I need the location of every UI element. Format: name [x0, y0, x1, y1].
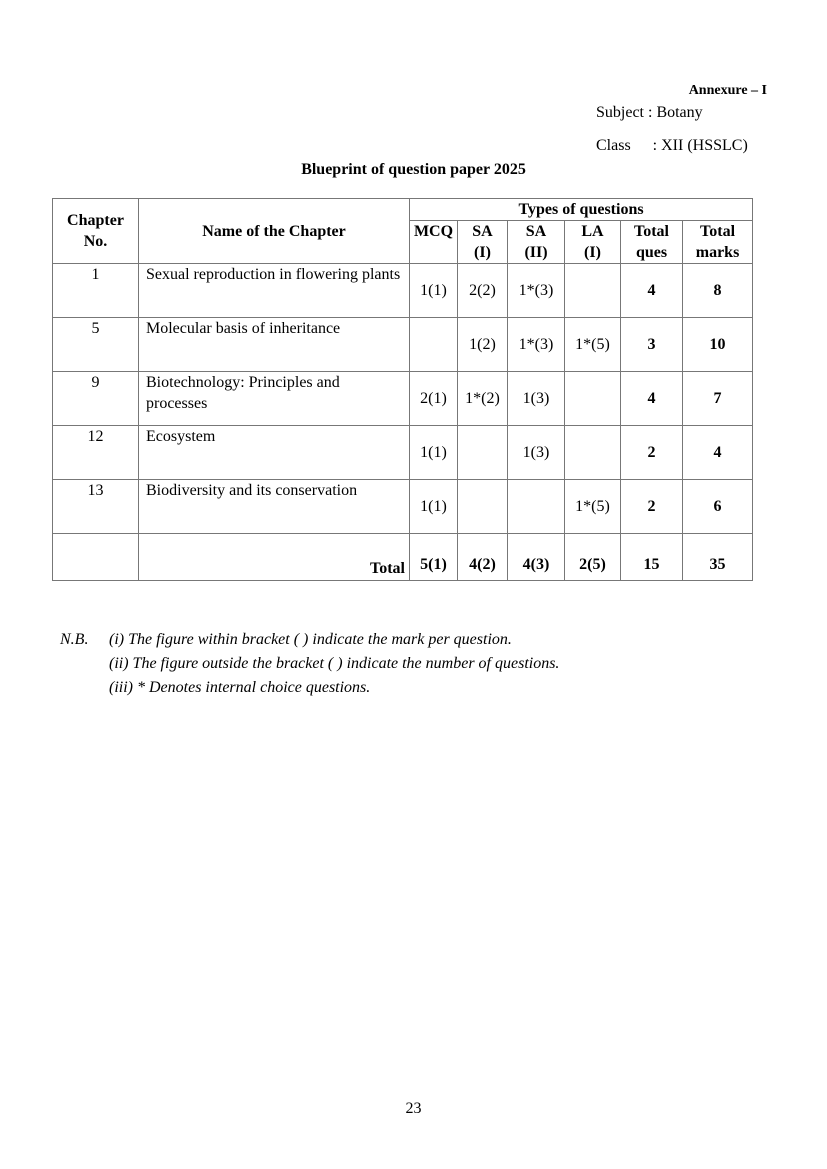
mcq-cell: 2(1) — [410, 372, 458, 426]
note-text: (ii) The figure outside the bracket ( ) indicate the number of questions. — [109, 655, 560, 672]
chapter-name-cell: Biotechnology: Principles and processes — [139, 372, 410, 426]
header-sa-1: SA (I) — [458, 221, 508, 264]
total-label: Total — [139, 534, 410, 581]
header-row-1 — [53, 199, 753, 221]
chapter-no-cell: 1 — [53, 264, 139, 318]
la1-cell — [565, 264, 621, 318]
mcq-cell: 1(1) — [410, 480, 458, 534]
chapter-no-cell: 12 — [53, 426, 139, 480]
header-mcq: MCQ — [410, 221, 458, 264]
sa2-cell: 1(3) — [508, 426, 565, 480]
table-row — [53, 264, 753, 318]
header-chapter-name: Name of the Chapter — [139, 199, 410, 264]
total-ques-cell: 4 — [621, 264, 683, 318]
total-ques-cell: 4 — [621, 372, 683, 426]
sa1-cell — [458, 480, 508, 534]
header-types-of-questions: Types of questions — [410, 199, 753, 221]
table-row — [53, 318, 753, 372]
total-empty-cell — [53, 534, 139, 581]
table-row — [53, 372, 753, 426]
la1-cell — [565, 372, 621, 426]
sa1-cell — [458, 426, 508, 480]
total-mcq-cell: 5(1) — [410, 534, 458, 581]
total-marks-cell: 8 — [683, 264, 753, 318]
la1-cell: 1*(5) — [565, 318, 621, 372]
chapter-no-cell: 5 — [53, 318, 139, 372]
grand-total-ques-cell: 15 — [621, 534, 683, 581]
total-marks-cell: 4 — [683, 426, 753, 480]
sa1-cell: 1(2) — [458, 318, 508, 372]
chapter-name-cell: Molecular basis of inheritance — [139, 318, 410, 372]
sa2-cell: 1*(3) — [508, 318, 565, 372]
table-row — [53, 480, 753, 534]
chapter-name-cell: Sexual reproduction in flowering plants — [139, 264, 410, 318]
total-sa1-cell: 4(2) — [458, 534, 508, 581]
la1-cell — [565, 426, 621, 480]
total-la1-cell: 2(5) — [565, 534, 621, 581]
header-total-marks: Total marks — [683, 221, 753, 264]
total-sa2-cell: 4(3) — [508, 534, 565, 581]
note-text: (i) The figure within bracket ( ) indicate the mark per question. — [109, 631, 512, 648]
subject-line: Subject : Botany — [596, 104, 703, 121]
mcq-cell: 1(1) — [410, 426, 458, 480]
la1-cell: 1*(5) — [565, 480, 621, 534]
class-line — [596, 137, 748, 155]
total-ques-cell: 3 — [621, 318, 683, 372]
annexure-label: Annexure – I — [688, 83, 767, 98]
blueprint-table — [52, 198, 753, 581]
header-la-1: LA (I) — [565, 221, 621, 264]
header-total-ques: Total ques — [621, 221, 683, 264]
mcq-cell — [410, 318, 458, 372]
total-row — [53, 534, 753, 581]
sa2-cell — [508, 480, 565, 534]
header-chapter-no: Chapter No. — [53, 199, 139, 264]
notes-prefix: N.B. — [60, 631, 89, 648]
total-ques-cell: 2 — [621, 426, 683, 480]
note-text: (iii) * Denotes internal choice questions. — [109, 679, 371, 696]
grand-total-marks-cell: 35 — [683, 534, 753, 581]
header-sa-2: SA (II) — [508, 221, 565, 264]
total-ques-cell: 2 — [621, 480, 683, 534]
sa1-cell: 1*(2) — [458, 372, 508, 426]
chapter-no-cell: 9 — [53, 372, 139, 426]
class-label: Class — [596, 137, 631, 154]
total-marks-cell: 7 — [683, 372, 753, 426]
sa2-cell: 1*(3) — [508, 264, 565, 318]
sa2-cell: 1(3) — [508, 372, 565, 426]
chapter-name-cell: Biodiversity and its conservation — [139, 480, 410, 534]
document-title: Blueprint of question paper 2025 — [301, 161, 526, 178]
total-marks-cell: 6 — [683, 480, 753, 534]
total-marks-cell: 10 — [683, 318, 753, 372]
chapter-name-cell: Ecosystem — [139, 426, 410, 480]
chapter-no-cell: 13 — [53, 480, 139, 534]
mcq-cell: 1(1) — [410, 264, 458, 318]
page-number: 23 — [405, 1100, 422, 1117]
table-row — [53, 426, 753, 480]
class-value: : XII (HSSLC) — [652, 137, 748, 154]
sa1-cell: 2(2) — [458, 264, 508, 318]
